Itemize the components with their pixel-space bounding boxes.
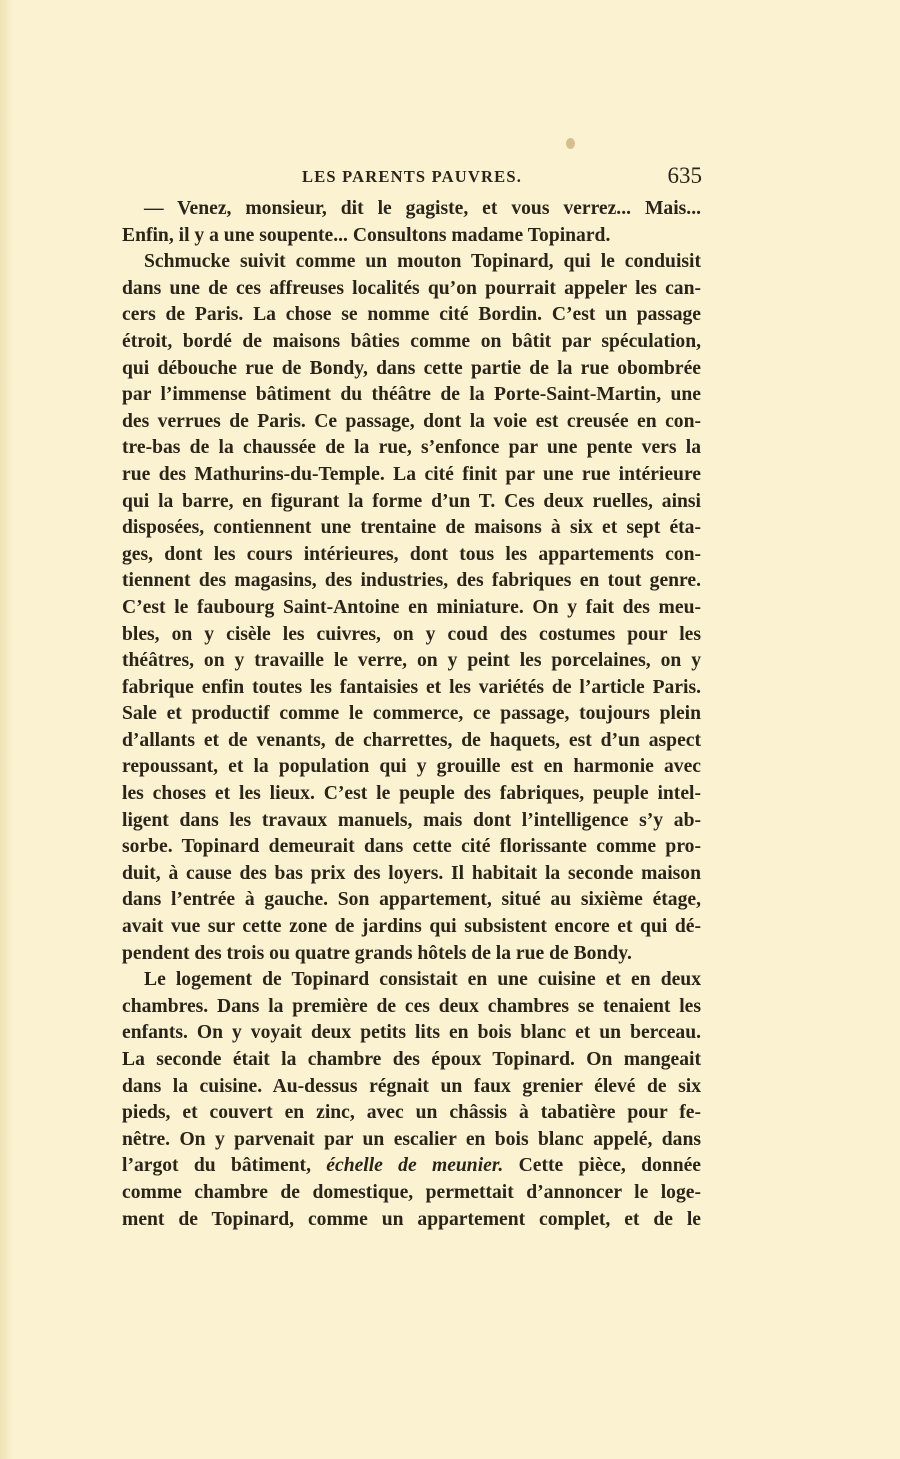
text-line: — Venez, monsieur, dit le gagiste, et vous verrez... Mais... bbox=[144, 198, 701, 219]
text-line: La seconde était la chambre des époux Topinard. On mangeait bbox=[122, 1049, 701, 1070]
text-line: avait vue sur cette zone de jardins qui subsistent encore et qui dé- bbox=[122, 916, 701, 938]
text-line: nêtre. On y parvenait par un escalier en bois blanc appelé, dans bbox=[122, 1128, 701, 1150]
text-line: tre-bas de la chaussée de la rue, s’enfonce par une pente vers la bbox=[122, 437, 701, 459]
running-header bbox=[122, 165, 702, 193]
text-segment-before: l’argot du bâtiment, bbox=[122, 1155, 311, 1177]
text-line: dans l’entrée à gauche. Son appartement, situé au sixième étage, bbox=[122, 889, 701, 911]
text-line: ges, dont les cours intérieures, dont tous les appartements con- bbox=[122, 543, 701, 565]
text-line: duit, à cause des bas prix des loyers. Il habitait la seconde maison bbox=[122, 862, 701, 884]
text-line: disposées, contiennent une trentaine de maisons à six et sept éta- bbox=[122, 517, 701, 539]
text-line: cers de Paris. La chose se nomme cité Bordin. C’est un passage bbox=[122, 304, 701, 326]
text-line: étroit, bordé de maisons bâties comme on bâtit par spéculation, bbox=[122, 330, 701, 352]
page-number: 635 bbox=[667, 163, 702, 188]
text-segment-after: Cette pièce, donnée bbox=[518, 1155, 701, 1177]
text-line: tiennent des magasins, des industries, des fabriques en tout genre. bbox=[122, 570, 701, 592]
text-line: rue des Mathurins-du-Temple. La cité finit par une rue intérieure bbox=[122, 463, 701, 485]
text-line: comme chambre de domestique, permettait d’annoncer le loge- bbox=[122, 1181, 701, 1203]
text-line: fabrique enfin toutes les fantaisies et les variétés de l’article Paris. bbox=[122, 676, 701, 698]
text-line: qui débouche rue de Bondy, dans cette partie de la rue obombrée bbox=[122, 357, 701, 379]
text-line: ment de Topinard, comme un appartement complet, et de le bbox=[122, 1208, 701, 1230]
text-line: bles, on y cisèle les cuivres, on y coud des costumes pour les bbox=[122, 623, 701, 645]
page-edge bbox=[0, 0, 14, 1459]
text-line: ligent dans les travaux manuels, mais dont l’intelligence s’y ab- bbox=[122, 809, 701, 831]
text-line: Le logement de Topinard consistait en une cuisine et en deux bbox=[144, 969, 701, 991]
text-segment-italic: échelle de meunier. bbox=[326, 1155, 504, 1177]
text-line: dans la cuisine. Au-dessus régnait un faux grenier élevé de six bbox=[122, 1075, 701, 1097]
text-line bbox=[122, 1153, 701, 1180]
text-line: dans une de ces affreuses localités qu’on pourrait appeler les can- bbox=[122, 277, 701, 299]
text-line: enfants. On y voyait deux petits lits en bois blanc et un berceau. bbox=[122, 1022, 701, 1044]
text-line: qui la barre, en figurant la forme d’un T. Ces deux ruelles, ainsi bbox=[122, 490, 701, 512]
text-line: d’allants et de venants, de charrettes, de haquets, est d’un aspect bbox=[122, 729, 701, 751]
text-line: les choses et les lieux. C’est le peuple des fabriques, peuple intel- bbox=[122, 783, 701, 805]
text-line: des verrues de Paris. Ce passage, dont la voie est creusée en con- bbox=[122, 410, 701, 432]
text-line: chambres. Dans la première de ces deux chambres se tenaient les bbox=[122, 995, 701, 1017]
text-line: C’est le faubourg Saint-Antoine en miniature. On y fait des meu- bbox=[122, 596, 701, 618]
text-line: Enfin, il y a une soupente... Consultons madame Topinard. bbox=[122, 224, 611, 246]
text-line: sorbe. Topinard demeurait dans cette cité florissante comme pro- bbox=[122, 836, 701, 858]
text-line: théâtres, on y travaille le verre, on y peint les porcelaines, on y bbox=[122, 650, 701, 672]
running-title: LES PARENTS PAUVRES. bbox=[302, 167, 523, 186]
text-line: pendent des trois ou quatre grands hôtels de la rue de Bondy. bbox=[122, 942, 632, 964]
paper-stain bbox=[566, 138, 575, 149]
text-line: repoussant, et la population qui y grouille est en harmonie avec bbox=[122, 756, 701, 778]
body-text bbox=[122, 196, 701, 1233]
text-line: par l’immense bâtiment du théâtre de la Porte-Saint-Martin, une bbox=[122, 384, 701, 406]
text-line: pieds, et couvert en zinc, avec un châssis à tabatière pour fe- bbox=[122, 1102, 701, 1124]
text-line: Sale et productif comme le commerce, ce passage, toujours plein bbox=[122, 703, 701, 725]
text-line: Schmucke suivit comme un mouton Topinard, qui le conduisit bbox=[144, 251, 701, 273]
